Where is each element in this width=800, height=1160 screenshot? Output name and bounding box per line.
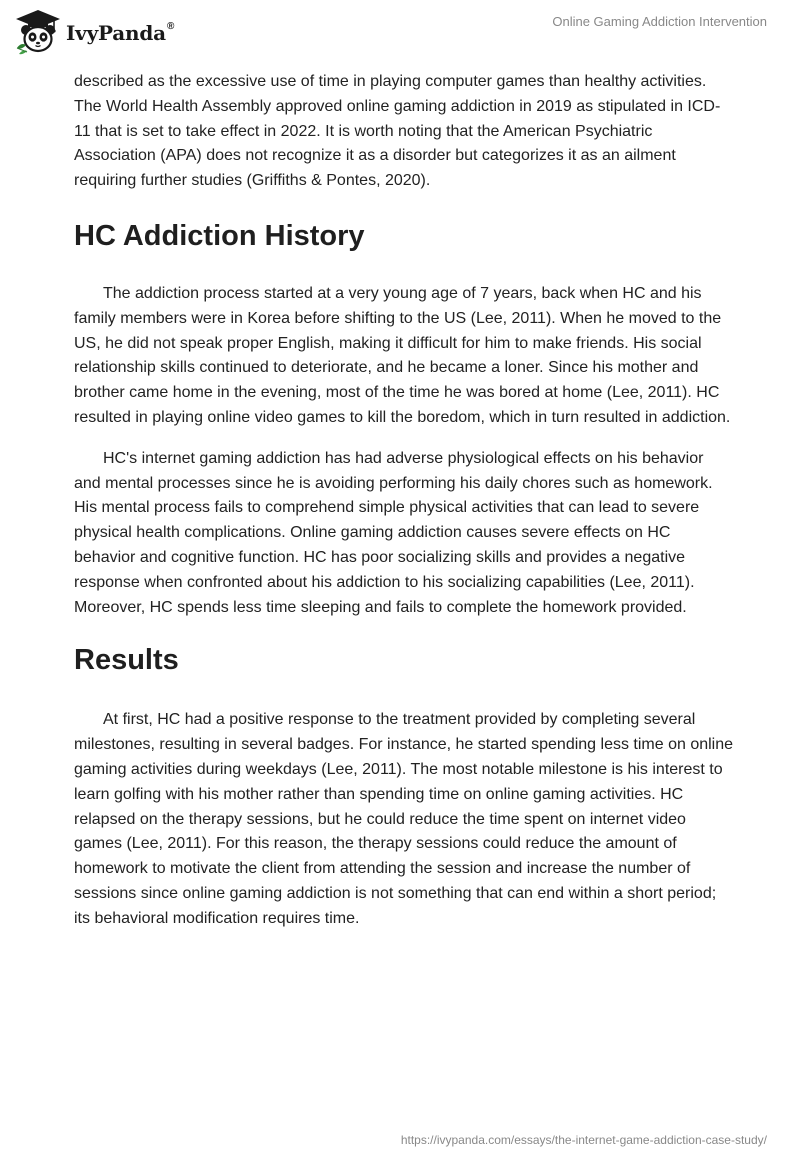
registered-mark: ® [166,21,175,33]
paragraph-history-1: The addiction process started at a very young age of 7 years, back when HC and his family members were in Korea before shifting to the US (Lee, 2011). When he moved to the US, he did not speak proper English, making it difficult for him to make friends. His social relationship skills continued to deteriorate, and he became a loner. Since his mother and brother came home in the evening, most of the time he was bored at home (Lee, 2011). HC resulted in playing online video games to kill the boredom, which in turn resulted in addiction. [74,284,731,426]
brand-name: IvyPanda® [66,21,175,45]
article-body [74,70,734,932]
page-header [0,0,800,64]
paragraph-intro: described as the excessive use of time in playing computer games than healthy activities. The World Health Assembly approved online gaming addiction in 2019 as stipulated in ICD-11 that is set to take effect in 2022. It is worth noting that the American Psychiatric Association (APA) does not recognize it as a disorder but categorizes it as an ailment requiring further studies (Griffiths & Pontes, 2020). [74,73,721,190]
source-url[interactable]: https://ivypanda.com/essays/the-internet-game-addiction-case-study/ [400,1133,767,1147]
document-title: Online Gaming Addiction Intervention [552,14,767,29]
heading-results: Results [74,644,179,677]
paragraph-history-2: HC's internet gaming addiction has had adverse physiological effects on his behavior and mental processes since he is avoiding performing his daily chores such as homework. His mental process fails to comprehend simple physical activities that can lead to severe physical health complications. Online gaming addiction causes severe effects on HC behavior and cognitive function. HC has poor socializing skills and provides a negative response when confronted about his addiction to his socializing capabilities (Lee, 2011). Moreover, HC spends less time sleeping and fails to complete the homework provided. [74,449,713,616]
ivypanda-logo[interactable] [14,8,174,56]
heading-hc-addiction-history: HC Addiction History [74,219,365,252]
panda-graduation-cap-icon [14,8,62,56]
paragraph-results: At first, HC had a positive response to the treatment provided by completing several milestones, resulting in several badges. For instance, he started spending less time on online gaming activities during weekdays (Lee, 2011). The most notable milestone is his interest to learn golfing with his mother rather than spending time on online gaming activities. HC relapsed on the therapy sessions, but he could reduce the time spent on internet video games (Lee, 2011). For this reason, the therapy sessions could reduce the amount of homework to motivate the client from attending the session and increase the number of sessions since online gaming addiction is not something that can end within a short period; its behavioral modification requires time. [74,711,734,927]
